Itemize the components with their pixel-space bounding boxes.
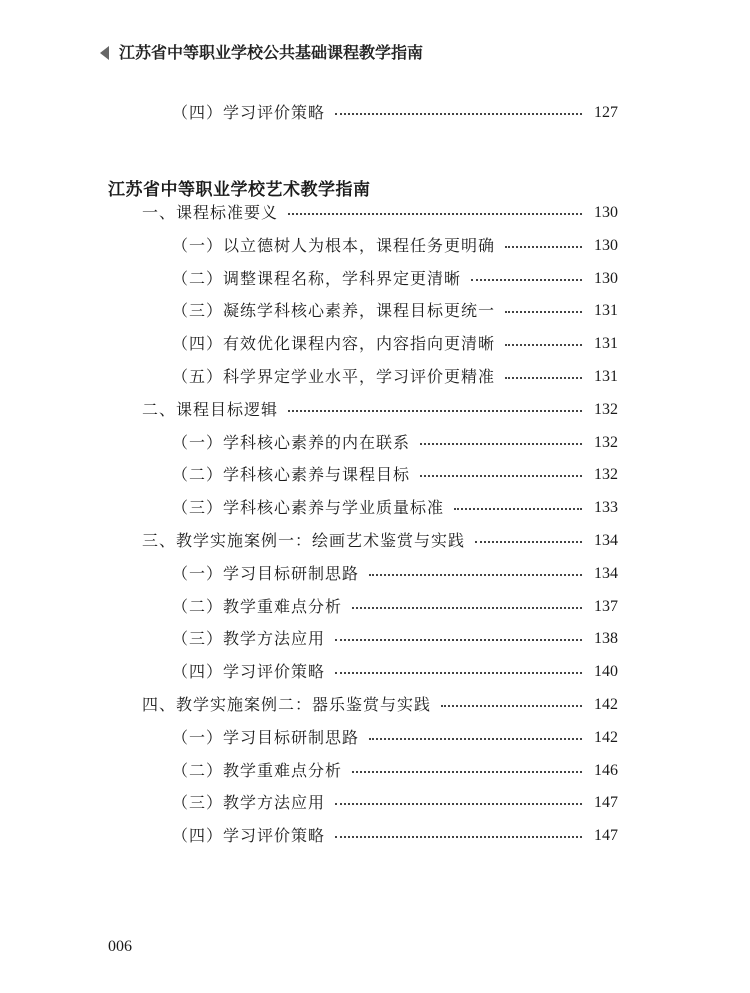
toc-entry-label: 三、教学实施案例一：绘画艺术鉴赏与实践 — [142, 531, 466, 550]
toc-dot-leader — [352, 607, 582, 609]
toc-entry-page: 137 — [594, 597, 618, 615]
toc-chapter-entry[interactable] — [0, 693, 750, 717]
toc-entry-label: （一）学习目标研制思路 — [172, 563, 360, 583]
toc-entry-page: 133 — [594, 499, 618, 517]
toc-entry[interactable] — [0, 726, 750, 750]
toc-entry-page: 131 — [594, 335, 618, 353]
toc-dot-leader — [505, 377, 582, 379]
toc-dot-leader — [471, 279, 582, 281]
toc-entry[interactable] — [0, 101, 750, 125]
toc-dot-leader — [454, 508, 582, 510]
left-triangle-icon — [100, 46, 109, 60]
toc-entry-label: （一）学科核心素养的内在联系 — [172, 432, 411, 452]
toc-entry[interactable] — [0, 332, 750, 356]
toc-entry-page: 130 — [594, 269, 618, 287]
toc-chapter-entry[interactable] — [0, 529, 750, 553]
toc-entry-label: （一）学习目标研制思路 — [172, 727, 360, 747]
toc-entry-label: （三）教学方法应用 — [172, 629, 326, 649]
toc-entry[interactable] — [0, 562, 750, 586]
toc-entry-label: （四）学习评价策略 — [172, 103, 326, 122]
toc-entry-page: 132 — [594, 466, 618, 484]
toc-entry-label: （五）科学界定学业水平，学习评价更精准 — [172, 367, 496, 386]
toc-dot-leader — [335, 113, 582, 115]
toc-dot-leader — [288, 410, 582, 412]
toc-dot-leader — [288, 213, 582, 215]
toc-entry[interactable] — [0, 759, 750, 783]
toc-entry[interactable] — [0, 595, 750, 619]
toc-entry-page: 132 — [594, 433, 618, 451]
toc-entry[interactable] — [0, 431, 750, 455]
toc-entry[interactable] — [0, 824, 750, 848]
toc-dot-leader — [352, 771, 582, 773]
toc-entry-label: 四、教学实施案例二：器乐鉴赏与实践 — [142, 695, 432, 714]
toc-entry[interactable] — [0, 463, 750, 487]
toc-entry[interactable] — [0, 365, 750, 389]
toc-entry-page: 134 — [594, 532, 618, 549]
toc-entry-label: （四）学习评价策略 — [172, 662, 326, 682]
page-number: 006 — [108, 938, 132, 955]
toc-entry-page: 140 — [594, 663, 618, 681]
toc-entry-label: （二）教学重难点分析 — [172, 596, 343, 616]
toc-entry-page: 134 — [594, 564, 618, 582]
toc-entry-label: （二）教学重难点分析 — [172, 760, 343, 780]
toc-entry-page: 138 — [594, 630, 618, 648]
running-header-title: 江苏省中等职业学校公共基础课程教学指南 — [119, 43, 424, 62]
toc-dot-leader — [369, 738, 582, 740]
toc-dot-leader — [441, 705, 582, 707]
toc-dot-leader — [335, 803, 582, 805]
toc-entry[interactable] — [0, 496, 750, 520]
toc-entry[interactable] — [0, 299, 750, 323]
toc-entry-label: （二）调整课程名称，学科界定更清晰 — [172, 268, 462, 288]
section-title: 江苏省中等职业学校艺术教学指南 — [108, 180, 371, 200]
toc-dot-leader — [420, 475, 582, 477]
toc-entry-label: （三）凝练学科核心素养，课程目标更统一 — [172, 301, 496, 321]
toc-entry-label: （三）学科核心素养与学业质量标准 — [172, 498, 445, 518]
toc-entry-label: （三）教学方法应用 — [172, 793, 326, 813]
toc-entry-label: 二、课程目标逻辑 — [142, 399, 279, 419]
toc-entry[interactable] — [0, 660, 750, 684]
toc-dot-leader — [369, 574, 582, 576]
toc-entry-page: 127 — [594, 104, 618, 121]
toc-dot-leader — [475, 541, 582, 543]
toc-entry-page: 130 — [594, 236, 618, 254]
toc-entry[interactable] — [0, 267, 750, 291]
toc-dot-leader — [505, 311, 582, 313]
toc-entry-page: 142 — [594, 728, 618, 746]
toc-entry[interactable] — [0, 791, 750, 815]
toc-dot-leader — [335, 639, 582, 641]
toc-entry-page: 131 — [594, 302, 618, 320]
toc-entry[interactable] — [0, 234, 750, 258]
toc-entry-label: （四）学习评价策略 — [172, 826, 326, 846]
toc-entry-page: 130 — [594, 204, 618, 221]
toc-entry-label: （二）学科核心素养与课程目标 — [172, 465, 411, 485]
running-header — [100, 40, 423, 63]
toc-entry-page: 146 — [594, 761, 618, 779]
toc-entry-page: 132 — [594, 400, 618, 418]
toc-entry-page: 147 — [594, 827, 618, 845]
toc-entry-page: 142 — [594, 696, 618, 713]
toc-entry-page: 147 — [594, 794, 618, 812]
toc-chapter-entry[interactable] — [0, 398, 750, 422]
toc-dot-leader — [335, 672, 582, 674]
toc-entry-page: 131 — [594, 368, 618, 385]
toc-entry-label: （四）有效优化课程内容，内容指向更清晰 — [172, 334, 496, 354]
toc-dot-leader — [420, 443, 582, 445]
toc-entry-label: 一、课程标准要义 — [142, 203, 279, 222]
toc-entry[interactable] — [0, 627, 750, 651]
toc-dot-leader — [335, 836, 582, 838]
toc-dot-leader — [505, 246, 582, 248]
toc-chapter-entry[interactable] — [0, 201, 750, 225]
toc-dot-leader — [505, 344, 582, 346]
toc-entry-label: （一）以立德树人为根本，课程任务更明确 — [172, 235, 496, 255]
